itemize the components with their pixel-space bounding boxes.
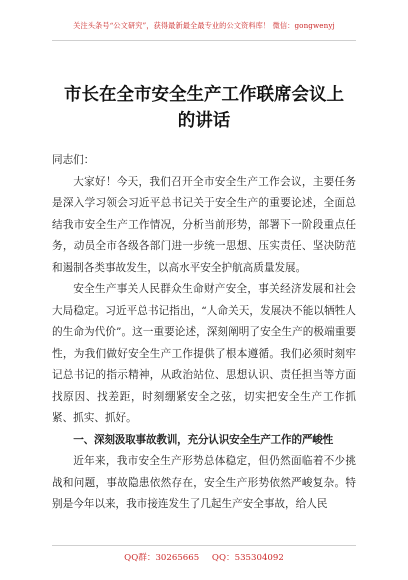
paragraph-importance: 安全生产事关人民群众生命财产安全，事关经济发展和社会大局稳定。习近平总书记指出，“人命关天，发展决不能以牺牲人的生命为代价”。这一重要论述，深刻阐明了安全生产的极端重要性，为我们做好安全生产工作提供了根本遵循。我们必须时刻牢记总书记的指示精神，从政治站位、思想认识、责任担当等方面找原因、找差距，时刻绷紧安全之弦，切实把安全生产工作抓紧、抓实、抓好。 [52, 283, 356, 424]
page-header: 关注头条号“公文研究”，获得最新最全最专业的公文资料库！ 微信：gongwenyj [73, 21, 335, 30]
paragraph-opening: 大家好！今天，我们召开全市安全生产工作会议，主要任务是深入学习领会习近平总书记关于安全生产的重要论述，全面总结我市安全生产工作情况，分析当前形势，部署下一阶段重点任务，动员全市各级各部门进一步统一思想、压实责任、坚决防范和遏制各类事故发生，以高水平安全护航高质量发展。 [52, 175, 356, 274]
paragraph-section-1: 近年来，我市安全生产形势总体稳定，但仍然面临着不少挑战和问题，事故隐患依然存在，安全生产形势依然严峻复杂。特别是今年以来，我市接连发生了几起生产安全事故，给人民 [52, 455, 356, 510]
title-line-1: 市长在全市安全生产工作联席会议上 [64, 85, 344, 105]
salutation: 同志们： [52, 154, 95, 166]
page-footer: QQ群：30265665 QQ：535304092 [124, 553, 284, 563]
section-heading-1: 一、深刻汲取事故教训，充分认识安全生产工作的严峻性 [73, 433, 334, 446]
title-line-2: 的讲话 [177, 111, 231, 131]
document-body [52, 150, 356, 516]
document-title [0, 82, 408, 134]
header-divider [52, 40, 356, 41]
footer-divider [52, 545, 356, 546]
